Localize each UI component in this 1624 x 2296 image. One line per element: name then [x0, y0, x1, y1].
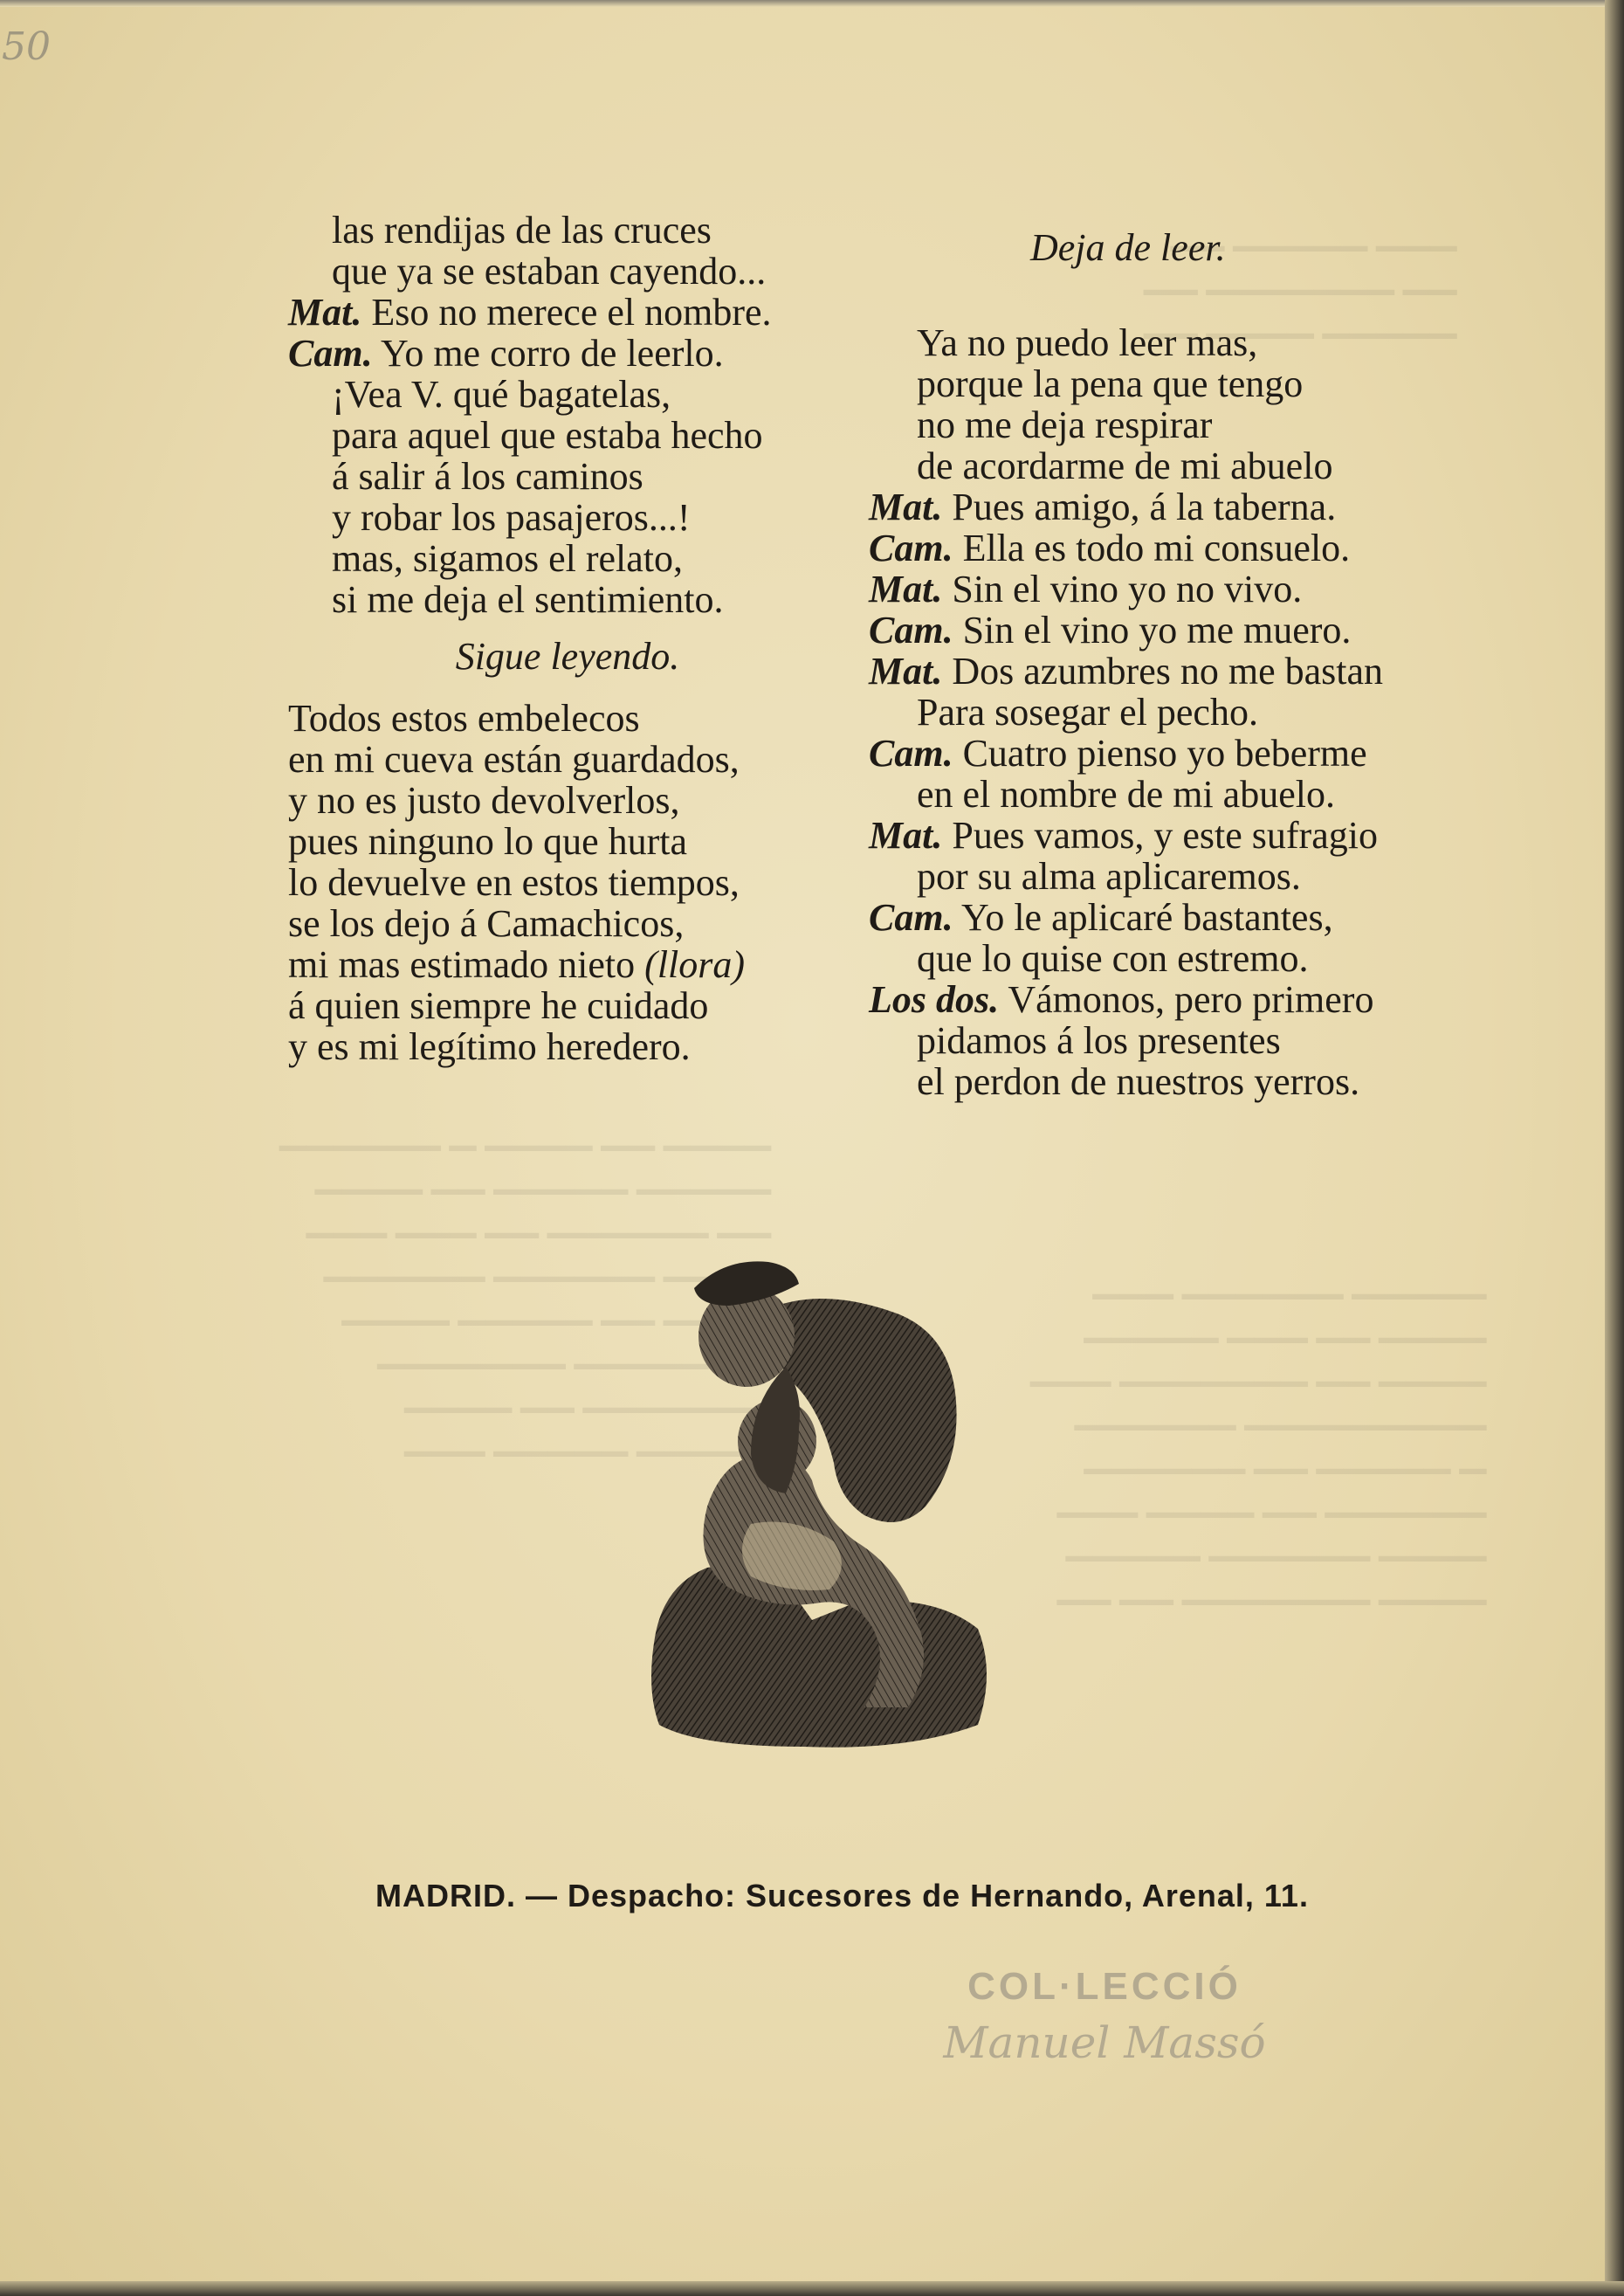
verse-line [288, 374, 847, 415]
verse-text: el perdon de nuestros yerros. [917, 1060, 1360, 1103]
verse-text: Eso no merece el nombre. [371, 291, 772, 334]
verse-line [288, 1026, 847, 1067]
verse-line [869, 322, 1462, 363]
verse-line [288, 333, 847, 374]
verse-line [869, 445, 1462, 486]
verse-line [288, 415, 847, 456]
verse-line [869, 856, 1462, 897]
verse-line [288, 210, 847, 251]
verse-text: que ya se estaban cayendo... [332, 250, 767, 293]
verse-text: Dos azumbres no me bastan [952, 650, 1384, 693]
woodcut-arm [751, 1367, 800, 1493]
verse-line [869, 651, 1462, 692]
verse-text: y es mi legítimo heredero. [288, 1025, 691, 1068]
verse-text: en el nombre de mi abuelo. [917, 773, 1335, 816]
verse-text: las rendijas de las cruces [332, 209, 712, 252]
verse-line [869, 979, 1462, 1020]
verse-text: ¡Vea V. qué bagatelas, [332, 373, 671, 416]
verse-line [869, 527, 1462, 569]
speaker-label: Cam. [869, 732, 953, 775]
speaker-label: Cam. [869, 527, 953, 569]
stage-direction-deja-de-leer: Deja de leer. [1030, 226, 1226, 269]
verse-line [869, 610, 1462, 651]
verse-text: para aquel que estaba hecho [332, 414, 763, 457]
verse-text: Sin el vino yo me muero. [962, 609, 1352, 652]
verse-text: en mi cueva están guardados, [288, 738, 740, 781]
verse-line [288, 251, 847, 292]
verse-line [288, 579, 847, 620]
verse-text: pues ninguno lo que hurta [288, 820, 688, 863]
verse-text: Cuatro pienso yo beberme [962, 732, 1367, 775]
verse-text: Sin el vino yo no vivo. [952, 568, 1303, 610]
speaker-label: Cam. [288, 332, 373, 375]
verse-text: porque la pena que tengo [917, 362, 1304, 405]
verse-line [869, 815, 1462, 856]
verse-line [869, 404, 1462, 445]
verse-line [288, 538, 847, 579]
page-shadow-bottom [0, 2281, 1624, 2296]
verse-line [869, 774, 1462, 815]
woodcut-illustration-two-men [646, 1253, 1004, 1751]
verse-line [869, 363, 1462, 404]
speaker-label: Cam. [869, 896, 953, 939]
verse-text: Yo me corro de leerlo. [380, 332, 724, 375]
verse-line [288, 456, 847, 497]
speaker-label: Mat. [288, 291, 362, 334]
verse-line [288, 862, 847, 903]
verse-line [288, 780, 847, 821]
verse-line [288, 292, 847, 333]
page-shadow-right [1605, 0, 1624, 2296]
left-verse-block-1 [288, 210, 847, 620]
verse-text: Ya no puedo leer mas, [917, 321, 1258, 364]
verse-text: Pues amigo, á la taberna. [952, 486, 1337, 528]
right-column [869, 227, 1462, 1102]
verse-line [288, 698, 847, 739]
verse-line [869, 733, 1462, 774]
collection-stamp [899, 1965, 1310, 2068]
verse-text: Ella es todo mi consuelo. [962, 527, 1351, 569]
verse-text: mas, sigamos el relato, [332, 537, 684, 580]
top-edge [0, 0, 1605, 7]
verse-text: no me deja respirar [917, 403, 1213, 446]
verse-text: á salir á los caminos [332, 455, 643, 498]
verse-text: Todos estos embelecos [288, 697, 640, 740]
verse-text: por su alma aplicaremos. [917, 855, 1301, 898]
verse-text: lo devuelve en estos tiempos, [288, 861, 740, 904]
verse-text: Yo le aplicaré bastantes, [960, 896, 1333, 939]
verse-line [869, 938, 1462, 979]
stamp-title: COL·LECCIÓ [967, 1965, 1242, 2008]
verse-text: Pues vamos, y este sufragio [952, 814, 1378, 857]
verse-text: y no es justo devolverlos, [288, 779, 680, 822]
page-number: 50 [2, 24, 51, 69]
left-column [288, 210, 847, 1067]
speaker-label: Mat. [869, 814, 943, 857]
printer-imprint: MADRID. — Despacho: Sucesores de Hernando, Arenal, 11. [375, 1878, 1309, 1913]
verse-text: de acordarme de mi abuelo [917, 445, 1333, 487]
verse-text: y robar los pasajeros...! [332, 496, 691, 539]
verse-line [869, 486, 1462, 527]
verse-line [288, 944, 847, 985]
stage-direction-sigue-leyendo: Sigue leyendo. [455, 635, 680, 678]
verse-line [869, 569, 1462, 610]
verse-text: Vámonos, pero primero [1008, 978, 1374, 1021]
right-verse-block [869, 322, 1462, 1102]
verse-line [869, 897, 1462, 938]
left-verse-block-2 [288, 698, 847, 1067]
speaker-label: Mat. [869, 486, 943, 528]
speaker-label: Mat. [869, 650, 943, 693]
verse-line [288, 903, 847, 944]
verse-text: si me deja el sentimiento. [332, 578, 724, 621]
verse-text: se los dejo á Camachicos, [288, 902, 685, 945]
speaker-label: Cam. [869, 609, 953, 652]
verse-line [288, 497, 847, 538]
verse-line [288, 739, 847, 780]
speaker-label: Mat. [869, 568, 943, 610]
verse-text: pidamos á los presentes [917, 1019, 1281, 1062]
verse-text: Para sosegar el pecho. [917, 691, 1258, 734]
verse-line [869, 1020, 1462, 1061]
speaker-label: Los dos. [869, 978, 1000, 1021]
verse-text: mi mas estimado nieto [288, 943, 636, 986]
woodcut-hat [694, 1261, 799, 1306]
verse-line [869, 692, 1462, 733]
stage-aside: (llora) [644, 943, 746, 986]
bleed-through-left: ▁▁▁▁ ▁▁ ▁▁▁▁ ▁ ▁▁▁▁▁▁ ▁▁▁▁▁ ▁▁▁▁▁ ▁▁ ▁▁▁▁ ▁▁ ▁▁▁▁▁▁ ▁▁ ▁▁▁ ▁▁▁ ▁▁▁▁ ▁▁▁▁▁▁ ▁▁▁▁▁▁ ▁▁ ▁▁▁▁▁ ▁▁▁▁ ▁▁▁▁▁ ▁▁▁▁▁▁▁ ▁▁▁▁▁▁▁ ▁▁ ▁▁▁▁ ▁▁▁▁▁ ▁▁▁▁▁ ▁▁▁ [279, 1111, 771, 1456]
verse-line [288, 985, 847, 1026]
bleed-through-top-right: ▁▁▁ ▁▁▁▁▁ ▁▁ ▁▁ ▁▁▁▁▁▁▁ ▁▁ ▁▁▁▁▁ ▁▁▁▁ ▁▁ [1144, 211, 1457, 338]
stamp-signature: Manuel Massó [943, 2017, 1266, 2068]
verse-line [288, 821, 847, 862]
bleed-through-right: ▁▁▁▁▁ ▁▁▁▁▁▁ ▁▁▁ ▁▁▁▁ ▁▁ ▁▁▁ ▁▁▁▁▁ ▁▁▁▁ ▁▁ ▁▁▁▁▁▁▁ ▁▁▁ ▁▁▁▁▁▁▁▁▁ ▁▁▁▁▁▁ ▁ ▁▁▁▁▁ ▁▁ ▁▁▁▁▁▁ ▁▁▁▁▁▁ ▁▁ ▁▁▁▁ ▁▁▁ ▁▁▁▁ ▁▁▁▁▁▁ ▁▁▁▁▁ ▁▁▁▁ ▁▁▁▁▁▁▁ ▁▁ ▁▁ [1030, 1259, 1487, 1604]
verse-text: á quien siempre he cuidado [288, 984, 709, 1027]
verse-line [869, 1061, 1462, 1102]
verse-text: que lo quise con estremo. [917, 937, 1309, 980]
